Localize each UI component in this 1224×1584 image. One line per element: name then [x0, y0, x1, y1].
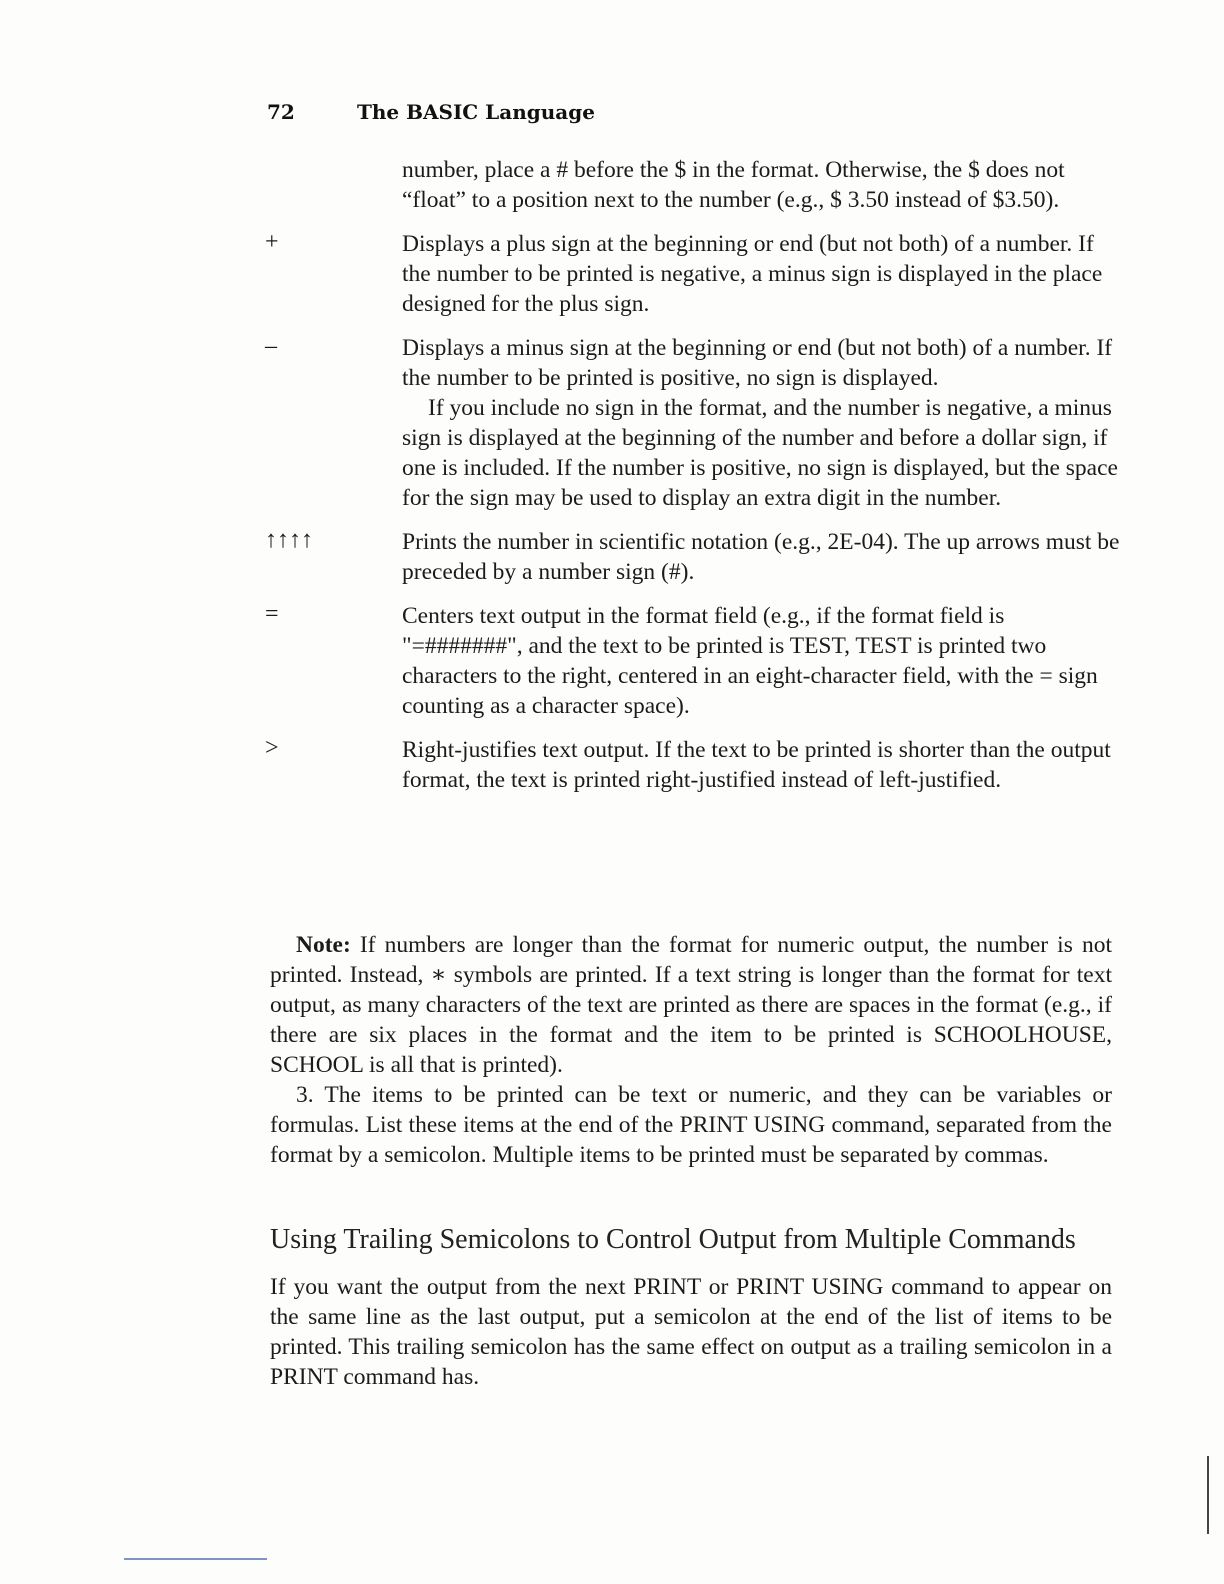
- definition-symbol: =: [265, 601, 279, 627]
- format-symbol-definitions: [265, 155, 1125, 809]
- definition-text: Displays a minus sign at the beginning or end (but not both) of a number. If the number to be printed is positive, no sign is displayed.: [402, 335, 1113, 391]
- definition-symbol: >: [265, 735, 279, 761]
- section-body: [270, 1272, 1112, 1392]
- page-edge-mark: [1207, 1456, 1209, 1534]
- note-paragraph: [270, 930, 1112, 1080]
- item-3-paragraph: 3. The items to be printed can be text or numeric, and they can be variables or formulas. List these items at the end of the PRINT USING command, separated from the format by a semicolon. Multiple items to be printed must be separated by commas.: [270, 1082, 1112, 1168]
- definition-symbol: –: [265, 333, 277, 359]
- definition-minus: [265, 333, 1125, 513]
- page-number: 72: [267, 100, 295, 124]
- definition-equals: [265, 601, 1125, 721]
- definition-up-arrows: [265, 527, 1125, 587]
- definition-symbol: +: [265, 229, 279, 255]
- section-heading: Using Trailing Semicolons to Control Output from Multiple Commands: [270, 1224, 1076, 1255]
- definition-dollar-continued: [265, 155, 1125, 215]
- page-header: [267, 100, 595, 124]
- note-label: Note:: [296, 932, 351, 958]
- note-block: [270, 930, 1112, 1170]
- definition-text: If you include no sign in the format, and the number is negative, a minus sign is displayed at the beginning of the number and before a dollar sign, if one is included. If the number is positive, no sign is displayed, but the space for the sign may be used to display an extra digit in the number.: [402, 395, 1118, 511]
- definition-text: Centers text output in the format field (e.g., if the format field is "=#######", and the text to be printed is TEST, TEST is printed two characters to the right, centered in an eight-character field, with the = sign counting as a character space).: [402, 603, 1098, 719]
- definition-text: Displays a plus sign at the beginning or end (but not both) of a number. If the number to be printed is negative, a minus sign is displayed in the place designed for the plus sign.: [402, 231, 1103, 317]
- definition-greater-than: [265, 735, 1125, 795]
- definition-text: Right-justifies text output. If the text to be printed is shorter than the output format, the text is printed right-justified instead of left-justified.: [402, 737, 1111, 793]
- definition-text: Prints the number in scientific notation (e.g., 2E-04). The up arrows must be preceded by a number sign (#).: [402, 529, 1120, 585]
- definition-plus: [265, 229, 1125, 319]
- definition-text: number, place a # before the $ in the format. Otherwise, the $ does not “float” to a position next to the number (e.g., $ 3.50 instead of $3.50).: [402, 157, 1065, 213]
- running-title: The BASIC Language: [356, 100, 595, 124]
- footer-rule: [124, 1558, 267, 1560]
- definition-symbol: ↑↑↑↑: [265, 527, 313, 553]
- note-text: If numbers are longer than the format for numeric output, the number is not printed. Instead, ∗ symbols are printed. If a text string is longer than the format for text output, as many characters of the text are printed as there are spaces in the format (e.g., if there are six places in the format and the item to be printed is SCHOOLHOUSE, SCHOOL is all that is printed).: [270, 932, 1112, 1078]
- section-paragraph: If you want the output from the next PRINT or PRINT USING command to appear on the same line as the last output, put a semicolon at the end of the list of items to be printed. This trailing semicolon has the same effect on output as a trailing semicolon in a PRINT command has.: [270, 1274, 1112, 1390]
